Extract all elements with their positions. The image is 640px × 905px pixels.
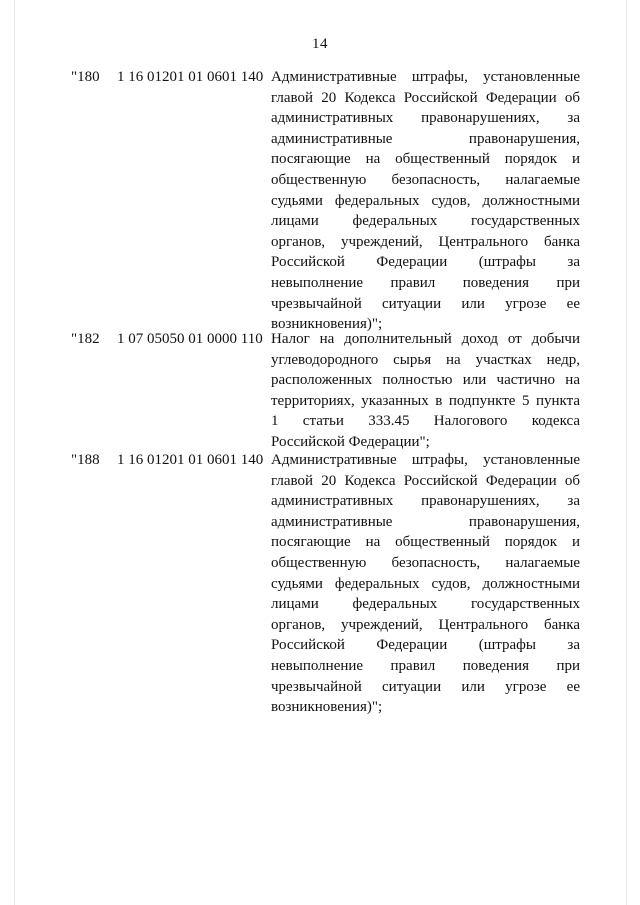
income-description — [271, 450, 580, 718]
description-line: территориях, указанных в подпункте 5 пункта — [271, 392, 580, 409]
description-line: главой 20 Кодекса Российской Федерации об — [271, 472, 580, 489]
description-line: невыполнение правил поведения при — [271, 657, 580, 674]
budget-classification-code: 1 16 01201 01 0601 140 — [117, 452, 264, 468]
description-line: административных правонарушениях, за — [271, 110, 580, 127]
description-line: возникновения)"; — [271, 316, 383, 333]
description-line: органов, учреждений, Центрального банка — [271, 616, 580, 633]
description-line: Налог на дополнительный доход от добычи — [271, 331, 580, 347]
description-line: административные правонарушения, — [271, 130, 580, 147]
description-line: углеводородного сырья на участках недр, — [271, 351, 580, 368]
income-description — [271, 67, 580, 335]
description-line: судьями федеральных судов, должностными — [271, 192, 580, 209]
description-line: Российской Федерации"; — [271, 433, 430, 450]
budget-classification-code: 1 07 05050 01 0000 110 — [117, 331, 263, 347]
description-line: главой 20 Кодекса Российской Федерации об — [271, 89, 580, 106]
scan-edge-mark — [626, 0, 627, 905]
income-description — [271, 329, 580, 453]
description-line: расположенных полностью или частично на — [271, 372, 580, 389]
description-line: общественную безопасность, налагаемые — [271, 554, 580, 571]
description-line: административных правонарушениях, за — [271, 493, 580, 510]
description-line: посягающие на общественный порядок и — [271, 151, 580, 168]
description-line: органов, учреждений, Центрального банка — [271, 233, 580, 250]
description-line: Административные штрафы, установленные — [271, 69, 580, 85]
description-line: административные правонарушения, — [271, 513, 580, 530]
description-line: общественную безопасность, налагаемые — [271, 171, 580, 188]
budget-classification-code: 1 16 01201 01 0601 140 — [117, 69, 264, 85]
description-line: невыполнение правил поведения при — [271, 274, 580, 291]
description-line: возникновения)"; — [271, 699, 383, 716]
description-line: чрезвычайной ситуации или угрозе ее — [271, 295, 580, 312]
description-line: Административные штрафы, установленные — [271, 452, 580, 468]
description-line: Российской Федерации (штрафы за — [271, 637, 580, 654]
description-line: Российской Федерации (штрафы за — [271, 254, 580, 271]
description-line: посягающие на общественный порядок и — [271, 534, 580, 551]
admin-code: "188 — [71, 452, 100, 468]
description-line: судьями федеральных судов, должностными — [271, 575, 580, 592]
description-line: лицами федеральных государственных — [271, 213, 580, 230]
description-line: лицами федеральных государственных — [271, 596, 580, 613]
page-number: 14 — [312, 36, 328, 52]
admin-code: "182 — [71, 331, 100, 347]
scan-edge-mark — [14, 0, 15, 905]
description-line: 1 статьи 333.45 Налогового кодекса — [271, 413, 580, 430]
description-line: чрезвычайной ситуации или угрозе ее — [271, 678, 580, 695]
admin-code: "180 — [71, 69, 100, 85]
